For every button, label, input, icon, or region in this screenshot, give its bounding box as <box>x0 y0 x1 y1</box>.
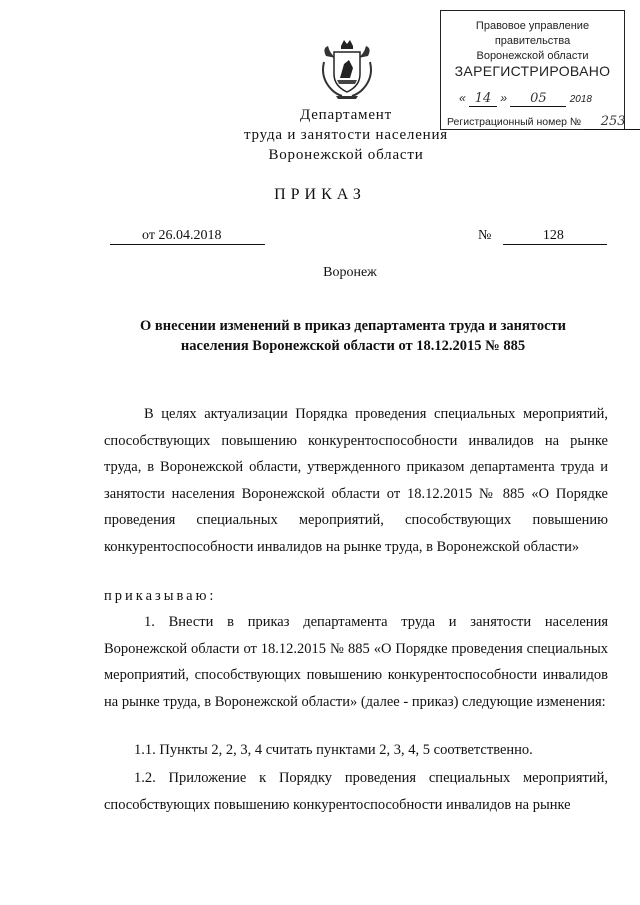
stamp-authority <box>441 19 624 64</box>
stamp-date: « 14 » 05 2018 <box>459 91 592 106</box>
city: Воронеж <box>323 265 377 280</box>
stamp-reg-number <box>447 114 640 130</box>
order-keyword: приказываю: <box>104 588 217 604</box>
stamp-date-month: 05 <box>510 91 566 107</box>
stamp-authority-line2: Воронежской области <box>476 50 589 62</box>
stamp-date-day: 14 <box>469 91 497 107</box>
department-heading <box>230 105 462 165</box>
dept-line2: труда и занятости населения <box>243 127 449 143</box>
order-number <box>478 228 607 245</box>
stamp-reg-number-value: 253 <box>584 114 640 130</box>
stamp-registered: ЗАРЕГИСТРИРОВАНО <box>454 63 611 79</box>
order-number-value: 128 <box>542 228 564 243</box>
clause-1-1: 1.1. Пункты 2, 2, 3, 4 считать пунктами 2, 3, 4, 5 соответственно. <box>134 742 533 758</box>
order-number-sign: № <box>478 228 492 243</box>
stamp-reg-number-label: Регистрационный номер № <box>447 116 582 128</box>
subject-line1: О внесении изменений в приказ департамента труда и занятости <box>140 318 566 334</box>
stamp-date-year: 2018 <box>569 94 592 105</box>
order-subject <box>118 316 588 356</box>
coat-of-arms-emblem <box>320 38 374 100</box>
stamp-authority-line1: Правовое управление правительства <box>475 20 590 47</box>
clause-1: 1. Внести в приказ департамента труда и занятости населения Воронежской области от 18.12.2015 № 885 «О Порядке проведения специальных мероприятий, способствующих повышению конкурентоспособности инвалидов на рынке труда, в Воронежской области» (далее - приказ) следующие изменения: <box>104 614 608 710</box>
order-number-underline <box>503 228 607 245</box>
clause-1-2: 1.2. Приложение к Порядку проведения специальных мероприятий, способствующих повышению конкурентоспособности инвалидов на рынке <box>104 770 608 813</box>
dept-line1: Департамент <box>300 107 392 123</box>
dept-line3: Воронежской области <box>268 147 424 163</box>
registration-stamp <box>440 10 625 130</box>
order-date-prefix: от <box>142 228 155 243</box>
order-date <box>110 228 265 245</box>
document-type: ПРИКАЗ <box>274 186 366 203</box>
subject-line2: населения Воронежской области от 18.12.2015 № 885 <box>180 338 526 354</box>
order-date-value: 26.04.2018 <box>158 228 222 243</box>
preamble-paragraph: В целях актуализации Порядка проведения специальных мероприятий, способствующих повышению конкурентоспособности инвалидов на рынке труда, в Воронежской области, утвержденного приказом департамента труда и занятости населения Воронежской области от 18.12.2015 № 885 «О Порядке проведения специальных мероприятий, способствующих повышению конкурентоспособности инвалидов на рынке труда, в Воронежской области» <box>104 406 608 555</box>
order-date-underline <box>110 228 265 245</box>
